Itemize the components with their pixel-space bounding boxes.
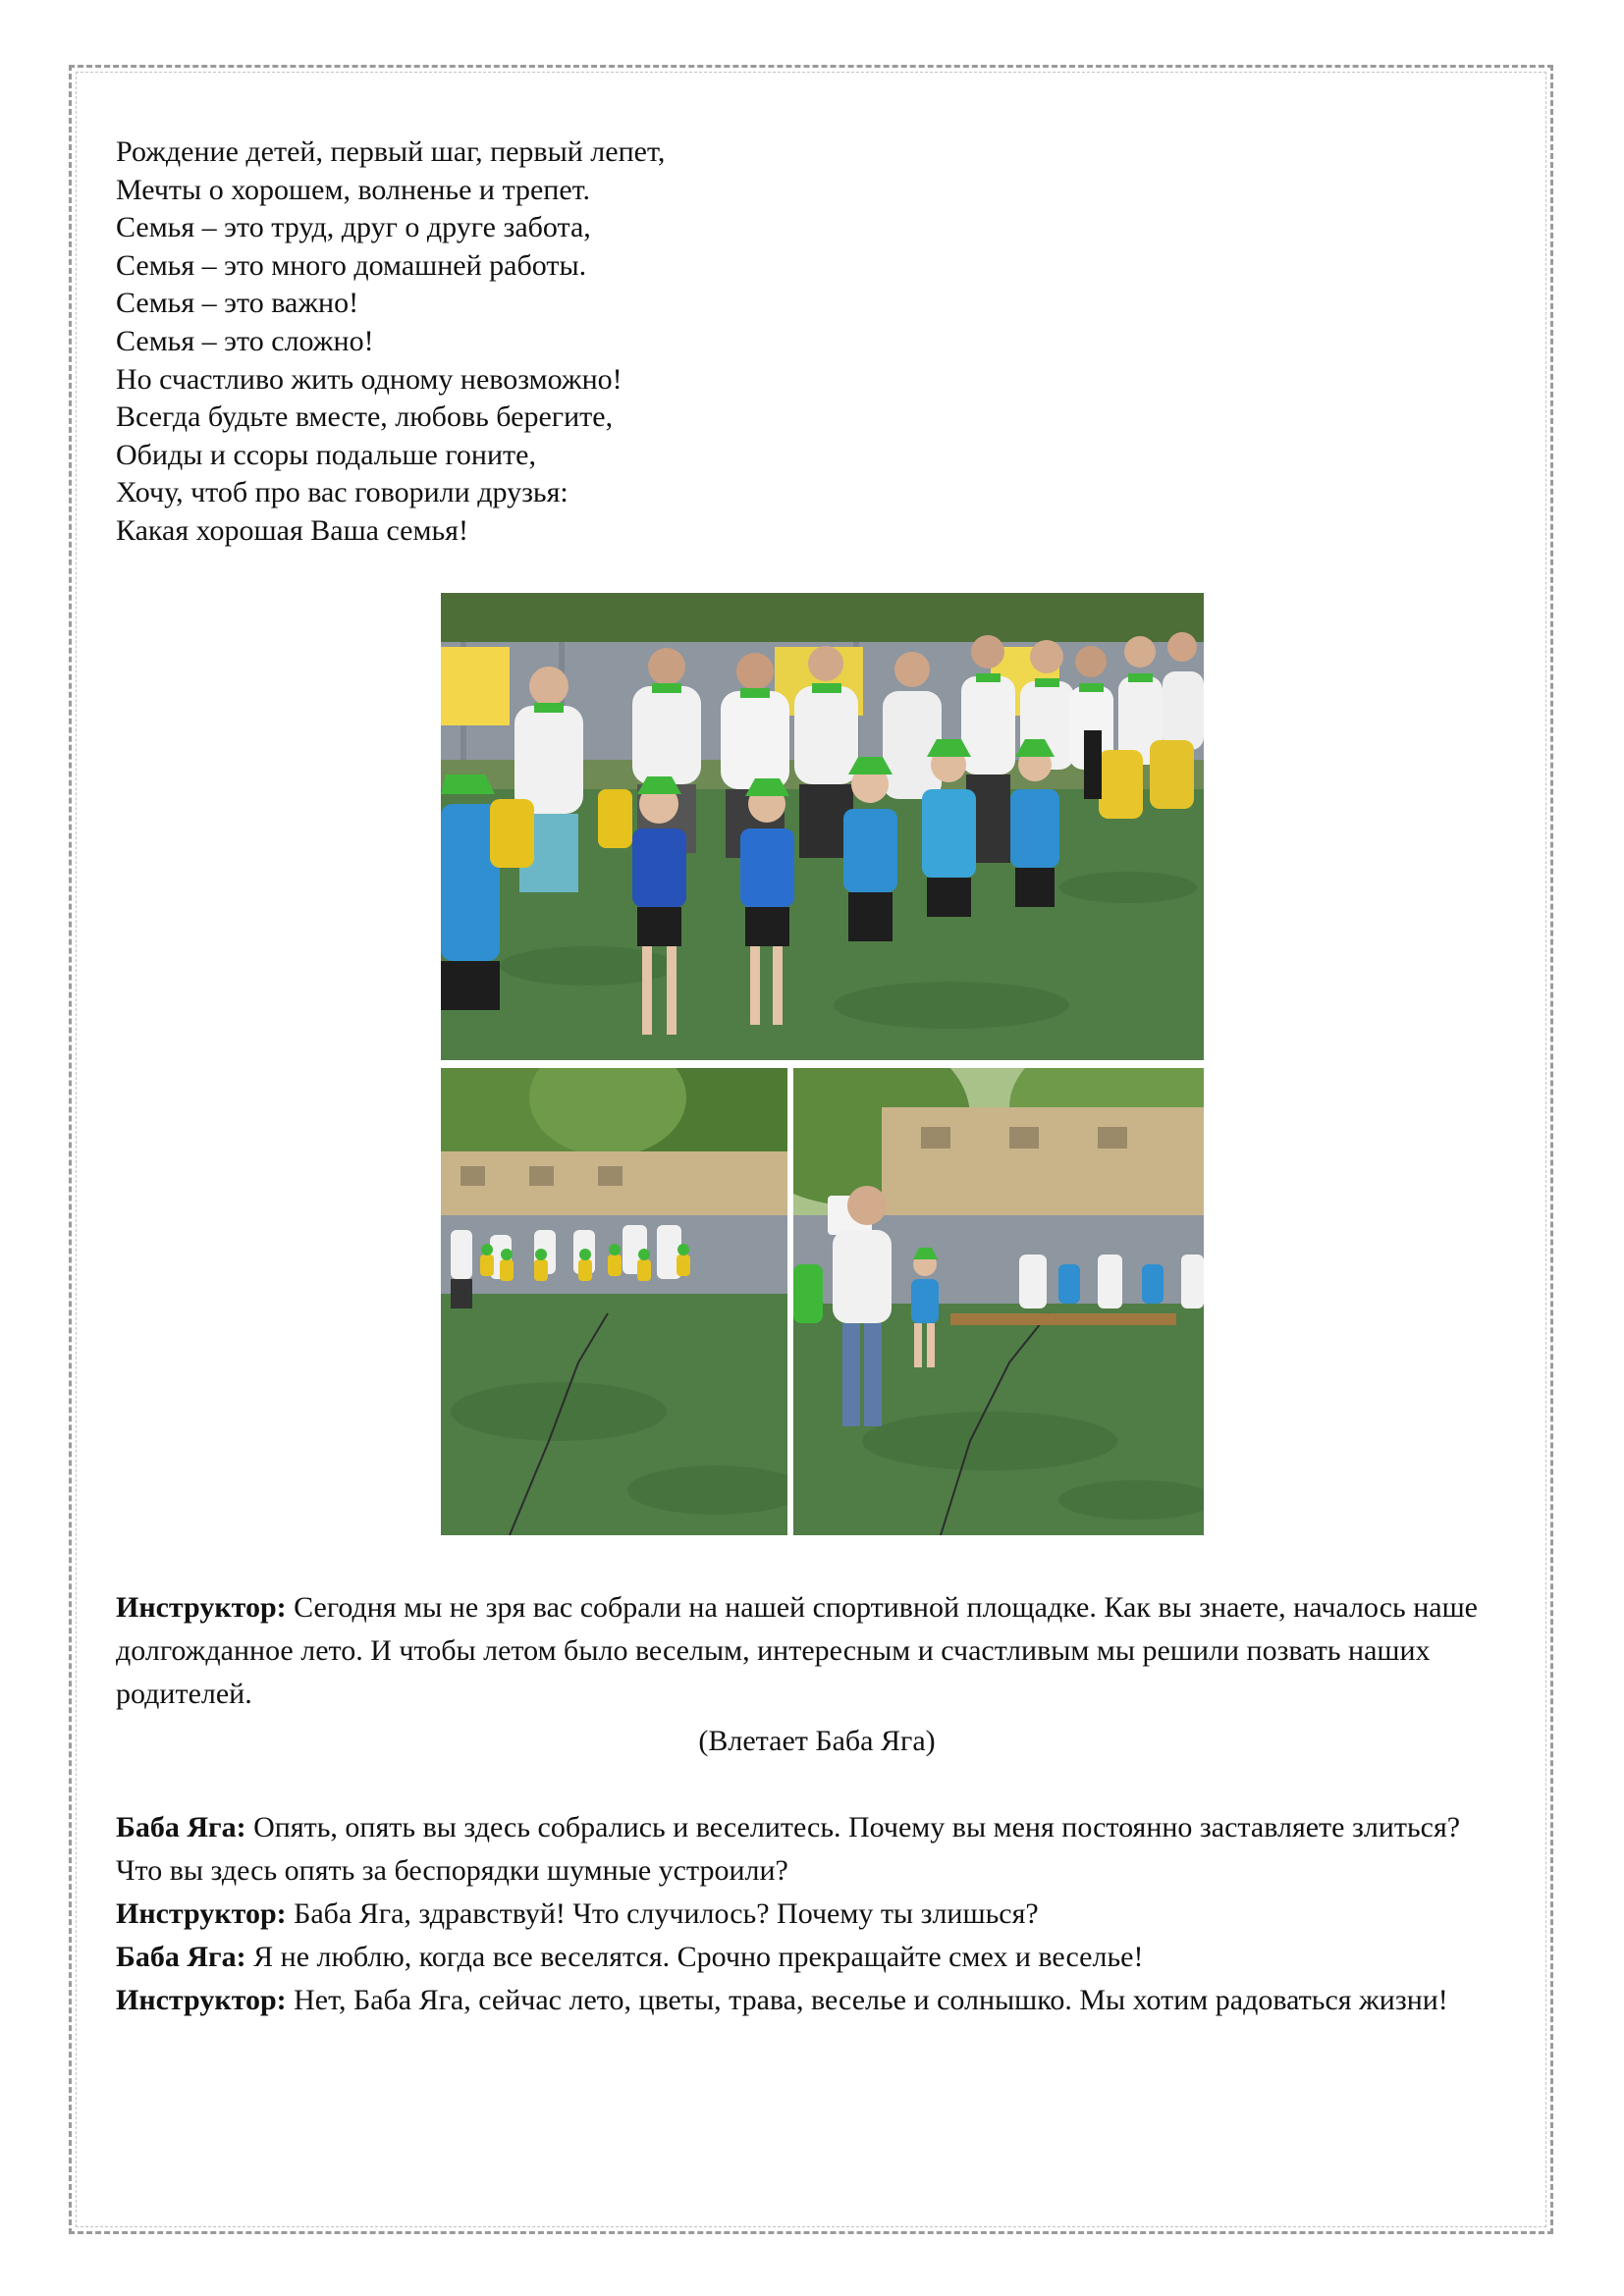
dialogue-block-baba-yaga bbox=[116, 1806, 1510, 2022]
poem-line: Семья – это труд, друг о друге забота, bbox=[116, 211, 591, 244]
dialogue-line bbox=[116, 1979, 1510, 2022]
dialogue-text: Сегодня мы не зря вас собрали на нашей спортивной площадке. Как вы знаете, началось наше долгожданное лето. И чтобы летом было веселым, интересным и счастливым мы решили позвать наших родителей. bbox=[116, 1591, 1478, 1710]
photo-children-walking bbox=[441, 1068, 787, 1535]
speaker-label: Баба Яга: bbox=[116, 1811, 246, 1843]
dialogue-line bbox=[116, 1586, 1510, 1716]
photo-group-lineup-image bbox=[441, 593, 1204, 1060]
poem-line: Семья – это сложно! bbox=[116, 324, 374, 357]
poem-line: Мечты о хорошем, волненье и трепет. bbox=[116, 173, 590, 206]
speaker-label: Баба Яга: bbox=[116, 1941, 246, 1973]
dialogue-text: Я не люблю, когда все веселятся. Срочно прекращайте смех и веселье! bbox=[245, 1941, 1144, 1973]
poem-line: Обиды и ссоры подальше гоните, bbox=[116, 438, 536, 471]
dialogue-text: Баба Яга, здравствуй! Что случилось? Почему ты злишься? bbox=[286, 1897, 1039, 1930]
photo-group-lineup bbox=[441, 593, 1204, 1060]
dialogue-block-intro bbox=[116, 1586, 1510, 1716]
dialogue-line bbox=[116, 1806, 1510, 1893]
dialogue-line bbox=[116, 1893, 1510, 1936]
poem-line: Семья – это много домашней работы. bbox=[116, 248, 587, 282]
dialogue-text: Опять, опять вы здесь собрались и веселитесь. Почему вы меня постоянно заставляете злиться? Что вы здесь опять за беспорядки шумные устроили? bbox=[116, 1811, 1461, 1887]
speaker-label: Инструктор: bbox=[116, 1897, 287, 1930]
dialogue-text: Нет, Баба Яга, сейчас лето, цветы, трава, веселье и солнышко. Мы хотим радоваться жизни! bbox=[286, 1984, 1448, 2016]
poem-line: Всегда будьте вместе, любовь берегите, bbox=[116, 400, 614, 434]
poem-line: Рождение детей, первый шаг, первый лепет, bbox=[116, 135, 666, 168]
poem-line: Семья – это важно! bbox=[116, 287, 359, 320]
poem bbox=[116, 133, 665, 551]
photo-father-and-child bbox=[793, 1068, 1204, 1535]
photo-children-walking-image bbox=[441, 1068, 787, 1535]
speaker-label: Инструктор: bbox=[116, 1591, 287, 1624]
poem-line: Какая хорошая Ваша семья! bbox=[116, 513, 468, 547]
dialogue-line bbox=[116, 1936, 1510, 1979]
speaker-label: Инструктор: bbox=[116, 1984, 287, 2016]
poem-line: Хочу, чтоб про вас говорили друзья: bbox=[116, 476, 568, 509]
stage-direction: (Влетает Баба Яга) bbox=[698, 1725, 936, 1757]
poem-line: Но счастливо жить одному невозможно! bbox=[116, 362, 623, 396]
photo-father-and-child-image bbox=[793, 1068, 1204, 1535]
